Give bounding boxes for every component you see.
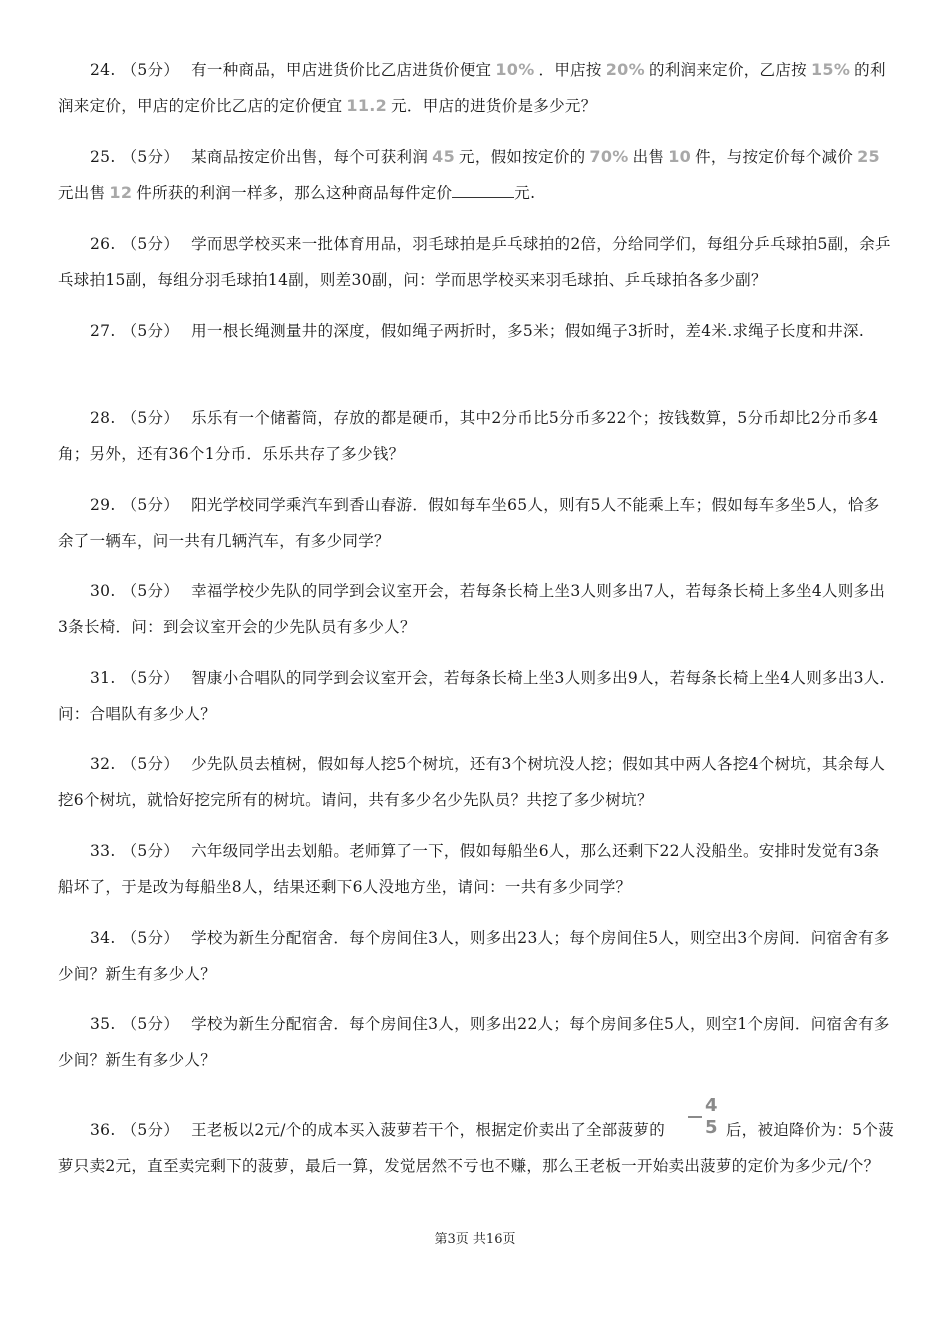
question-number: 28.	[90, 409, 116, 427]
question-number: 35.	[90, 1015, 116, 1033]
formula-value: 11.2	[346, 96, 388, 115]
question-text: 幸福学校少先队的同学到会议室开会，若每条长椅上坐3人则多出7人，若每条长椅上多坐4人则多出3条长椅．问：到会议室开会的少先队员有多少人？	[58, 582, 886, 636]
question-text: 元．甲店的进货价是多少元？	[391, 97, 597, 115]
question-24	[58, 52, 894, 124]
question-text: ．甲店按	[538, 61, 602, 79]
question-number: 31.	[90, 669, 116, 687]
question-score: （5分）	[121, 148, 180, 166]
question-score: （5分）	[121, 496, 180, 514]
formula-value: 15%	[810, 60, 851, 79]
question-28	[58, 400, 894, 472]
formula-value: 20%	[605, 60, 645, 79]
question-text: 元.	[514, 184, 536, 202]
question-29	[58, 487, 894, 559]
question-score: （5分）	[121, 1015, 180, 1033]
question-text: 出售	[632, 148, 665, 166]
question-number: 29.	[90, 496, 116, 514]
question-number: 32.	[90, 755, 116, 773]
formula-value: 10	[668, 147, 692, 166]
formula-value: 70%	[589, 147, 629, 166]
question-text: 元出售	[58, 184, 106, 202]
question-text: 阳光学校同学乘汽车到香山春游．假如每车坐65人，则有5人不能乘上车；假如每车多坐5人，恰多余了一辆车，问一共有几辆汽车，有多少同学？	[58, 496, 880, 550]
question-35	[58, 1006, 894, 1078]
question-text: 智康小合唱队的同学到会议室开会，若每条长椅上坐3人则多出9人，若每条长椅上坐4人则多出3人.问：合唱队有多少人？	[58, 669, 885, 723]
question-score: （5分）	[121, 842, 180, 860]
formula-value: 10%	[495, 60, 535, 79]
page-footer: 第3页 共16页	[434, 1232, 516, 1247]
question-number: 24.	[90, 61, 116, 79]
question-score: （5分）	[121, 1121, 180, 1139]
question-number: 36.	[90, 1121, 116, 1139]
question-score: （5分）	[121, 322, 180, 340]
formula-value: 12	[109, 183, 133, 202]
question-score: （5分）	[121, 669, 180, 687]
question-text: 六年级同学出去划船。老师算了一下，假如每船坐6人，那么还剩下22人没船坐。安排时发觉有3条船坏了，于是改为每船坐8人，结果还剩下6人没地方坐，请问：一共有多少同学？	[58, 842, 880, 896]
question-34	[58, 920, 894, 992]
question-score: （5分）	[121, 61, 180, 79]
question-31	[58, 660, 894, 732]
question-text: 件所获的利润一样多，那么这种商品每件定价	[136, 184, 453, 202]
fraction-numerator: 4	[705, 1095, 718, 1116]
question-26	[58, 226, 894, 298]
question-text: 后，被迫降价为：5个菠萝只卖2元，直至卖完剩下的菠萝，最后一算，发觉居然不亏也不赚，那么王老板一开始卖出菠萝的定价为多少元/个？	[58, 1121, 895, 1175]
question-36	[58, 1095, 895, 1184]
question-25	[58, 139, 894, 211]
question-number: 26.	[90, 235, 116, 253]
question-text: 王老板以2元/个的成本买入菠萝若干个，根据定价卖出了全部菠萝的	[191, 1121, 666, 1139]
question-score: （5分）	[121, 929, 180, 947]
question-33	[58, 833, 894, 905]
question-30	[58, 573, 894, 645]
question-text: 学校为新生分配宿舍．每个房间住3人，则多出23人；每个房间住5人，则空出3个房间．问宿舍有多少间？新生有多少人？	[58, 929, 890, 983]
question-text: 乐乐有一个储蓄筒，存放的都是硬币，其中2分币比5分币多22个；按钱数算，5分币却比2分币多4角；另外，还有36个1分币．乐乐共存了多少钱？	[58, 409, 879, 463]
question-text: 件，与按定价每个减价	[695, 148, 854, 166]
question-text: 学而思学校买来一批体育用品，羽毛球拍是乒乓球拍的2倍，分给同学们，每组分乒乓球拍5副，余乒乓球拍15副，每组分羽毛球拍14副，则差30副，问：学而思学校买来羽毛球拍、乒乓球拍各多少副？	[58, 235, 891, 289]
fraction-denominator: 5	[705, 1117, 718, 1138]
question-text: 的利润来定价，乙店按	[648, 61, 807, 79]
answer-blank[interactable]	[452, 183, 514, 198]
question-text: 某商品按定价出售，每个可获利润	[191, 148, 429, 166]
formula-value: 25	[857, 147, 880, 166]
formula-value: 45	[432, 147, 456, 166]
question-number: 25.	[90, 148, 116, 166]
question-text: 用一根长绳测量井的深度，假如绳子两折时，多5米；假如绳子3折时，差4米.求绳子长度和井深.	[191, 322, 865, 340]
question-text: 的利润来定价，甲店的定价比乙店的定价便宜	[58, 61, 886, 115]
fraction	[673, 1097, 718, 1137]
question-text: 少先队员去植树，假如每人挖5个树坑，还有3个树坑没人挖；假如其中两人各挖4个树坑，其余每人挖6个树坑，就恰好挖完所有的树坑。请问，共有多少名少先队员？共挖了多少树坑？	[58, 755, 886, 809]
question-score: （5分）	[121, 409, 180, 427]
question-number: 33.	[90, 842, 116, 860]
question-number: 30.	[90, 582, 116, 600]
question-number: 34.	[90, 929, 116, 947]
question-score: （5分）	[121, 755, 180, 773]
question-score: （5分）	[121, 235, 180, 253]
question-number: 27.	[90, 322, 116, 340]
question-32	[58, 746, 894, 818]
question-score: （5分）	[121, 582, 180, 600]
question-text: 学校为新生分配宿舍．每个房间住3人，则多出22人；每个房间多住5人，则空1个房间．问宿舍有多少间？新生有多少人？	[58, 1015, 890, 1069]
question-27	[58, 313, 894, 349]
question-text: 有一种商品，甲店进货价比乙店进货价便宜	[191, 61, 492, 79]
question-text: 元，假如按定价的	[459, 148, 586, 166]
fraction-bar	[688, 1116, 702, 1118]
